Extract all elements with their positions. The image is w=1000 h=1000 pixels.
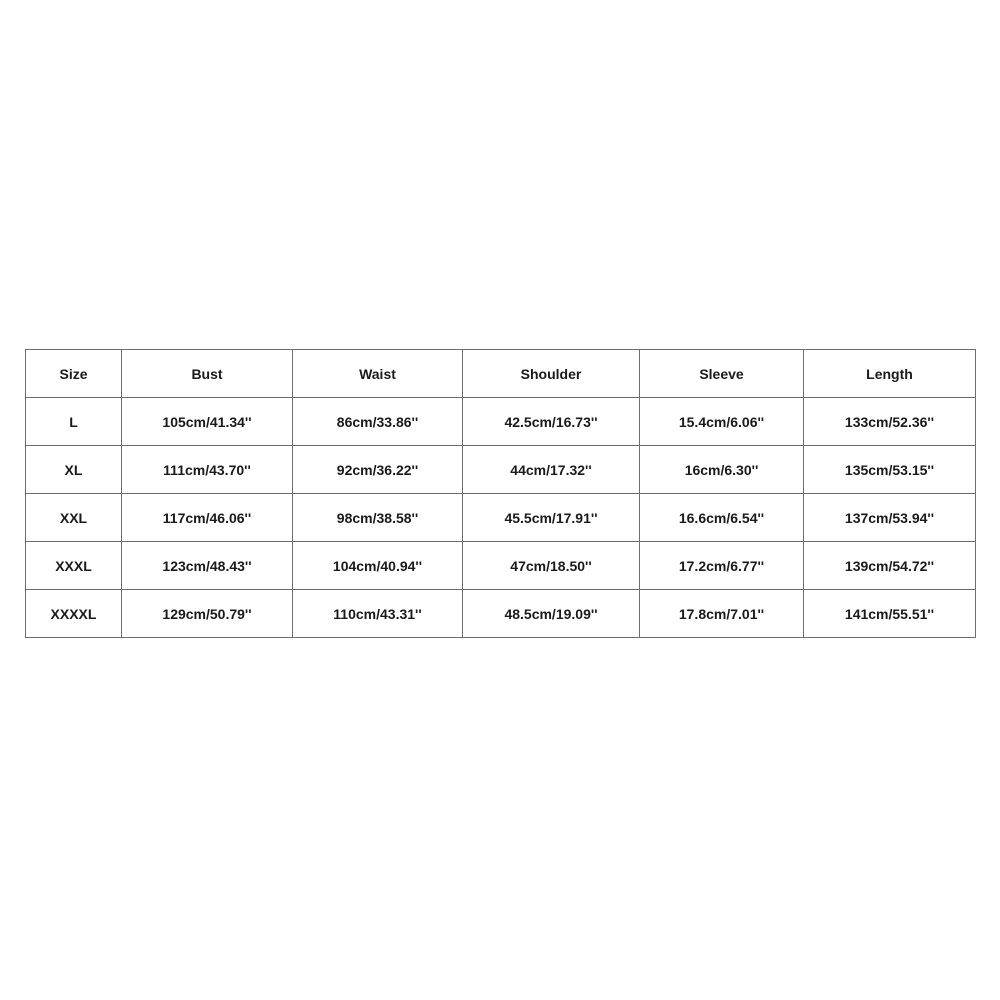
sleeve-cell: 15.4cm/6.06'' (640, 398, 804, 446)
size-cell: XL (26, 446, 122, 494)
sleeve-cell: 16cm/6.30'' (640, 446, 804, 494)
bust-cell: 129cm/50.79'' (122, 590, 293, 638)
bust-cell: 123cm/48.43'' (122, 542, 293, 590)
length-cell: 141cm/55.51'' (804, 590, 976, 638)
shoulder-cell: 44cm/17.32'' (463, 446, 640, 494)
header-shoulder: Shoulder (463, 350, 640, 398)
bust-cell: 117cm/46.06'' (122, 494, 293, 542)
waist-cell: 92cm/36.22'' (293, 446, 463, 494)
length-cell: 135cm/53.15'' (804, 446, 976, 494)
header-length: Length (804, 350, 976, 398)
length-cell: 133cm/52.36'' (804, 398, 976, 446)
size-chart-table (25, 349, 976, 638)
length-cell: 137cm/53.94'' (804, 494, 976, 542)
shoulder-cell: 45.5cm/17.91'' (463, 494, 640, 542)
sleeve-cell: 17.8cm/7.01'' (640, 590, 804, 638)
size-cell: L (26, 398, 122, 446)
table-row (26, 494, 976, 542)
header-bust: Bust (122, 350, 293, 398)
sleeve-cell: 17.2cm/6.77'' (640, 542, 804, 590)
waist-cell: 98cm/38.58'' (293, 494, 463, 542)
size-cell: XXL (26, 494, 122, 542)
header-waist: Waist (293, 350, 463, 398)
length-cell: 139cm/54.72'' (804, 542, 976, 590)
size-cell: XXXL (26, 542, 122, 590)
shoulder-cell: 42.5cm/16.73'' (463, 398, 640, 446)
shoulder-cell: 48.5cm/19.09'' (463, 590, 640, 638)
waist-cell: 110cm/43.31'' (293, 590, 463, 638)
table-row (26, 542, 976, 590)
table-row (26, 590, 976, 638)
header-sleeve: Sleeve (640, 350, 804, 398)
bust-cell: 111cm/43.70'' (122, 446, 293, 494)
shoulder-cell: 47cm/18.50'' (463, 542, 640, 590)
sleeve-cell: 16.6cm/6.54'' (640, 494, 804, 542)
waist-cell: 86cm/33.86'' (293, 398, 463, 446)
bust-cell: 105cm/41.34'' (122, 398, 293, 446)
table-header-row (26, 350, 976, 398)
size-cell: XXXXL (26, 590, 122, 638)
table-row (26, 398, 976, 446)
table-row (26, 446, 976, 494)
waist-cell: 104cm/40.94'' (293, 542, 463, 590)
header-size: Size (26, 350, 122, 398)
